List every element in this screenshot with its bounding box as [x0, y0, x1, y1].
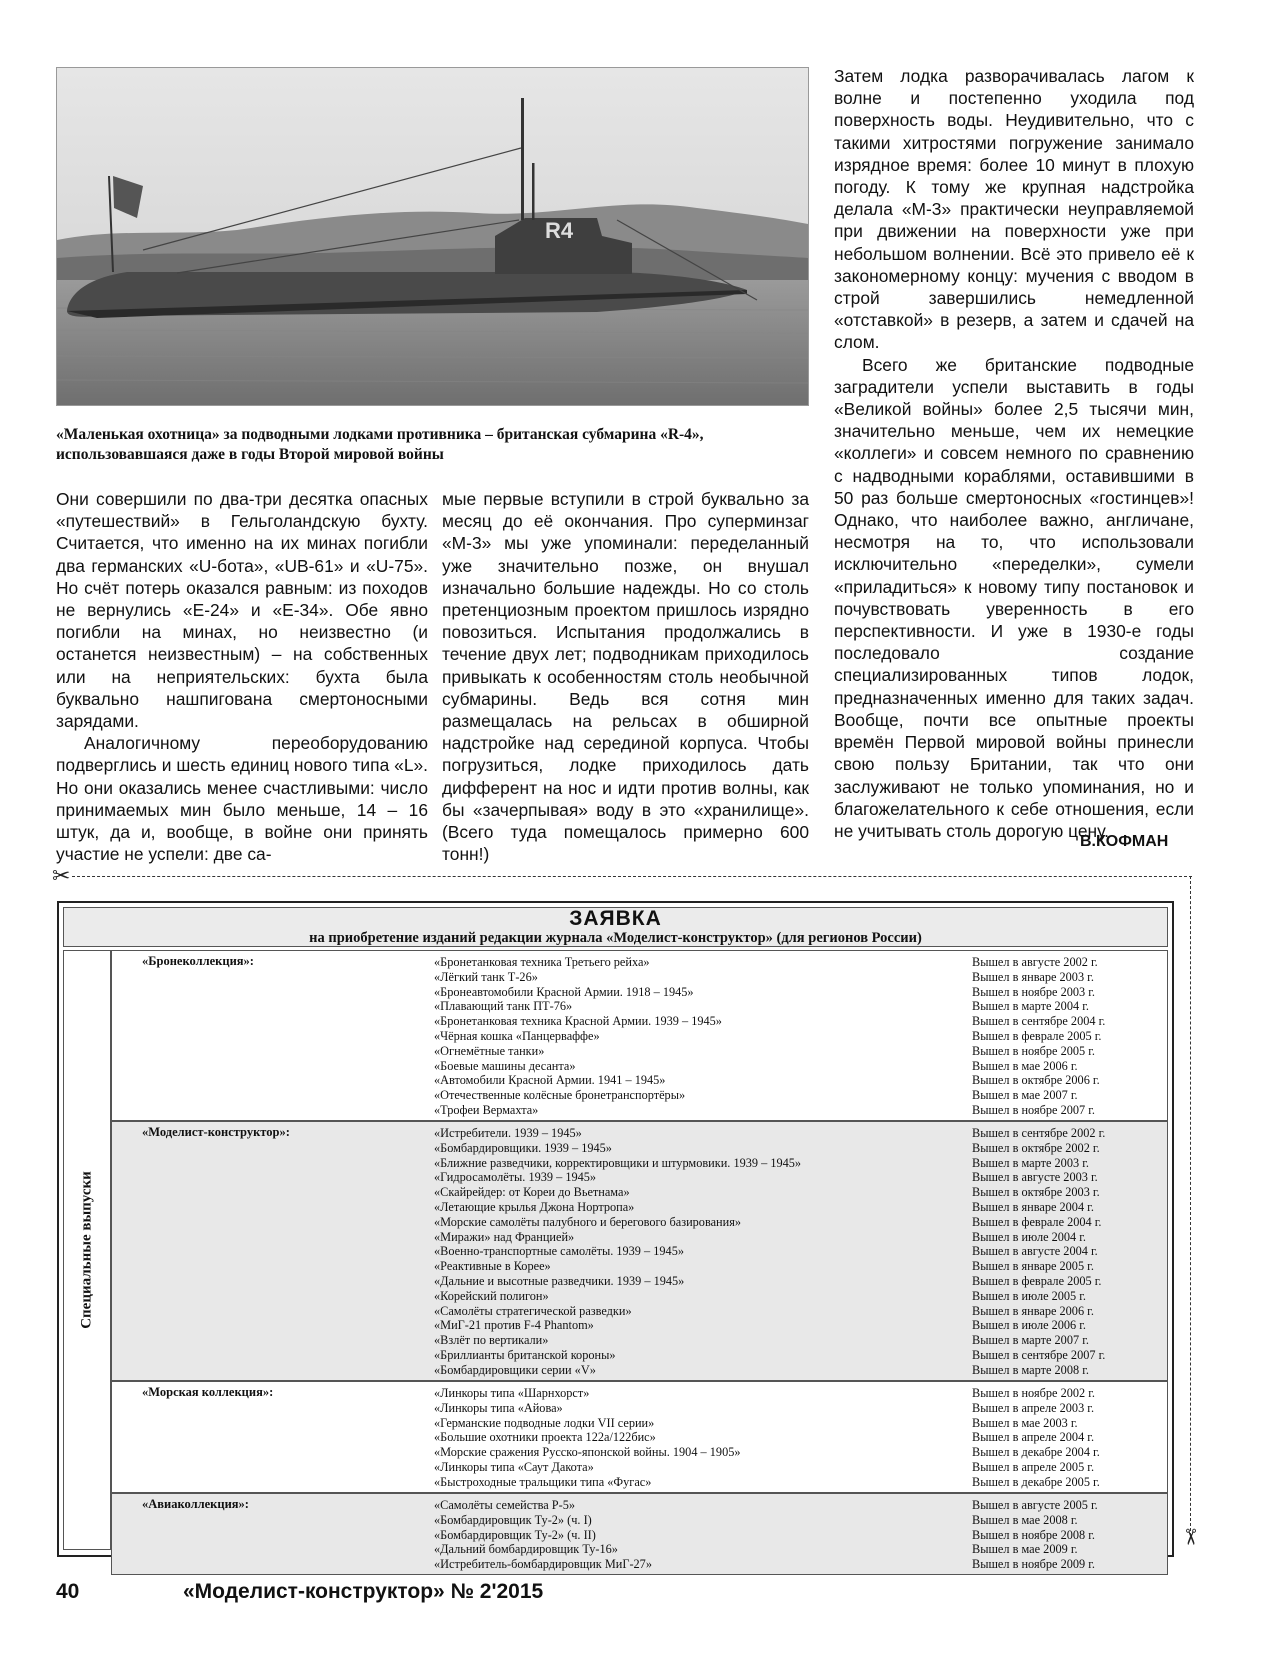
list-item	[112, 1460, 1167, 1475]
publication-date: Вышел в марте 2007 г.	[972, 1333, 1089, 1348]
order-section	[111, 1381, 1168, 1493]
publication-title: «Бомбардировщики. 1939 – 1945»	[434, 1140, 612, 1155]
section-label: «Бронеколлекция»:	[142, 954, 254, 968]
list-item	[112, 1141, 1167, 1156]
publication-title: «Германские подводные лодки VII серии»	[434, 1415, 655, 1430]
list-item	[112, 1014, 1167, 1029]
paragraph: Аналогичному переоборудованию подверглись и шесть единиц нового типа «L». Но они оказались менее счастливыми: число принимаемых мин было меньше, 14 – 16 штук, да и, вообще, в войне они принять участие не успели: две са-	[56, 733, 428, 865]
list-item	[112, 1259, 1167, 1274]
publication-title: «Линкоры типа «Айова»	[434, 1400, 563, 1415]
list-item	[112, 1445, 1167, 1460]
publication-date: Вышел в августе 2003 г.	[972, 1170, 1098, 1185]
publication-date: Вышел в мае 2006 г.	[972, 1058, 1078, 1073]
article-column-2	[442, 488, 809, 865]
publication-date: Вышел в феврале 2005 г.	[972, 1028, 1102, 1043]
publication-date: Вышел в январе 2005 г.	[972, 1259, 1094, 1274]
list-item	[112, 1542, 1167, 1557]
publication-date: Вышел в ноябре 2003 г.	[972, 984, 1095, 999]
publication-date: Вышел в феврале 2004 г.	[972, 1214, 1102, 1229]
list-item	[112, 1073, 1167, 1088]
hull-marking: R4	[545, 218, 574, 243]
publication-date: Вышел в ноябре 2008 г.	[972, 1527, 1095, 1542]
publication-title: «Автомобили Красной Армии. 1941 – 1945»	[434, 1073, 666, 1088]
publication-date: Вышел в январе 2004 г.	[972, 1199, 1094, 1214]
publication-date: Вышел в мае 2007 г.	[972, 1088, 1078, 1103]
publication-title: «Самолёты семейства Р-5»	[434, 1498, 576, 1512]
publication-title: «Лёгкий танк Т-26»	[434, 969, 538, 984]
publication-title: «Бомбардировщики серии «V»	[434, 1362, 596, 1377]
publication-date: Вышел в июле 2005 г.	[972, 1288, 1087, 1303]
publication-date: Вышел в декабре 2004 г.	[972, 1445, 1100, 1460]
publication-date: Вышел в мае 2003 г.	[972, 1415, 1078, 1430]
list-item	[112, 1200, 1167, 1215]
publication-title: «Бронетанковая техника Третьего рейха»	[434, 955, 650, 969]
order-form	[57, 901, 1174, 1572]
paragraph: Затем лодка разворачивалась лагом к волне и постепенно уходила под поверхность воды. Неудивительно, что с такими хитростями погружение занимало изрядное время: более 10 минут в плохую погоду. К тому же крупная надстройка делала «М-3» практически неуправляемой при движении на поверхности уже при небольшом волнении. Всё это привело её к закономерному концу: мучения с вводом в строй завершились немедленной «отставкой» в резерв, а затем и сдачей на слом.	[834, 66, 1194, 353]
list-item	[112, 1289, 1167, 1304]
publication-date: Вышел в апреле 2005 г.	[972, 1459, 1095, 1474]
publication-title: «Большие охотники проекта 122а/122бис»	[434, 1430, 656, 1445]
publication-date: Вышел в мае 2009 г.	[972, 1542, 1078, 1557]
list-item	[112, 1475, 1167, 1490]
list-item	[112, 1029, 1167, 1044]
publication-title: «Дальние и высотные разведчики. 1939 – 1945»	[434, 1273, 685, 1288]
publication-title: «Линкоры типа «Шарнхорст»	[434, 1386, 590, 1400]
paragraph: Они совершили по два-три десятка опасных «путешествий» в Гельголандскую бухту. Считается, что именно на их минах погибли два германских «U-бота», «UB-61» и «U-75». Но счёт потерь оказался равным: из походов не вернулись «Е-24» и «Е-34». Обе явно погибли на минах, но неизвестно (и останется неизвестным) – на собственных или на неприятельских: бухта была буквально нашпигована смертоносными зарядами.	[56, 489, 428, 732]
publication-title: «Реактивные в Корее»	[434, 1259, 551, 1274]
section-rows	[112, 1386, 1167, 1490]
section-rows	[112, 1498, 1167, 1572]
scissors-icon: ✂	[1178, 1527, 1204, 1547]
list-item	[112, 999, 1167, 1014]
publication-title: «Огнемётные танки»	[434, 1043, 545, 1058]
publication-date: Вышел в феврале 2005 г.	[972, 1273, 1102, 1288]
cut-line	[72, 876, 1192, 877]
publication-date: Вышел в марте 2004 г.	[972, 999, 1089, 1014]
section-label: «Авиаколлекция»:	[142, 1497, 249, 1511]
order-form-header	[63, 907, 1168, 947]
publication-title: «Скайрейдер: от Кореи до Вьетнама»	[434, 1185, 630, 1200]
publication-date: Вышел в ноябре 2009 г.	[972, 1557, 1095, 1572]
side-label-cell	[63, 950, 111, 1550]
publication-date: Вышел в октябре 2003 г.	[972, 1185, 1100, 1200]
list-item	[112, 985, 1167, 1000]
list-item	[112, 1333, 1167, 1348]
publication-title: «Плавающий танк ПТ-76»	[434, 999, 573, 1014]
publication-date: Вышел в мае 2008 г.	[972, 1512, 1078, 1527]
publication-date: Вышел в апреле 2004 г.	[972, 1430, 1095, 1445]
publication-date: Вышел в августе 2002 г.	[972, 955, 1098, 969]
publication-date: Вышел в июле 2006 г.	[972, 1318, 1087, 1333]
publication-title: «Линкоры типа «Саут Дакота»	[434, 1459, 594, 1474]
publication-title: «Бомбардировщик Ту-2» (ч. II)	[434, 1527, 596, 1542]
publication-title: «Корейский полигон»	[434, 1288, 549, 1303]
page-number: 40	[56, 1580, 80, 1603]
publication-title: «Летающие крылья Джона Нортропа»	[434, 1199, 635, 1214]
list-item	[112, 1401, 1167, 1416]
publication-title: «Бриллианты британской короны»	[434, 1347, 616, 1362]
section-rows	[112, 1126, 1167, 1378]
publication-date: Вышел в декабре 2005 г.	[972, 1474, 1100, 1489]
list-item	[112, 1348, 1167, 1363]
list-item	[112, 1363, 1167, 1378]
publication-title: «МиГ-21 против F-4 Phantom»	[434, 1318, 594, 1333]
list-item	[112, 1156, 1167, 1171]
list-item	[112, 1044, 1167, 1059]
publication-title: «Дальний бомбардировщик Ту-16»	[434, 1542, 618, 1557]
publication-title: «Истребитель-бомбардировщик МиГ-27»	[434, 1557, 652, 1572]
publication-title: «Боевые машины десанта»	[434, 1058, 576, 1073]
publication-title: «Морские сражения Русско-японской войны. 1904 – 1905»	[434, 1445, 741, 1460]
publication-title: «Взлёт по вертикали»	[434, 1333, 549, 1348]
publication-title: «Миражи» над Францией»	[434, 1229, 575, 1244]
section-label: «Морская коллекция»:	[142, 1385, 274, 1399]
order-form-subtitle: на приобретение изданий редакции журнала «Моделист-конструктор» (для регионов России)	[309, 930, 922, 946]
author-name: В.КОФМАН	[1080, 833, 1169, 850]
publication-title: «Бронеавтомобили Красной Армии. 1918 – 1945»	[434, 984, 694, 999]
list-item	[112, 955, 1167, 970]
publication-title: «Гидросамолёты. 1939 – 1945»	[434, 1170, 597, 1185]
list-item	[112, 1244, 1167, 1259]
list-item	[112, 1528, 1167, 1543]
publication-title: «Бомбардировщик Ту-2» (ч. I)	[434, 1512, 592, 1527]
scissors-icon: ✂	[52, 863, 71, 888]
publication-date: Вышел в сентябре 2004 г.	[972, 1014, 1106, 1029]
list-item	[112, 1416, 1167, 1431]
list-item	[112, 1170, 1167, 1185]
order-form-title: ЗАЯВКА	[569, 907, 662, 930]
publication-title: «Трофеи Вермахта»	[434, 1102, 539, 1117]
publication-date: Вышел в ноябре 2002 г.	[972, 1386, 1095, 1400]
order-section	[111, 950, 1168, 1121]
publication-date: Вышел в марте 2008 г.	[972, 1362, 1089, 1377]
order-section	[111, 1493, 1168, 1575]
side-label: Специальные выпуски	[78, 1171, 95, 1329]
publication-date: Вышел в октябре 2002 г.	[972, 1140, 1100, 1155]
publication-date: Вышел в июле 2004 г.	[972, 1229, 1087, 1244]
publication-date: Вышел в сентябре 2007 г.	[972, 1347, 1106, 1362]
list-item	[112, 1215, 1167, 1230]
list-item	[112, 1304, 1167, 1319]
publication-title: «Чёрная кошка «Панцерваффе»	[434, 1028, 600, 1043]
paragraph: мые первые вступили в строй буквально за месяц до её окончания. Про суперминзаг «М-3» мы уже упоминали: переделанный уже значительно позже, он внушал изначально большие надежды. Но со столь претенциозным проектом пришлось изрядно повозиться. Испытания продолжались в течение двух лет; подводникам приходилось привыкать к особенностям столь необычной субмарины. Ведь вся сотня мин размещалась на рельсах в обширной надстройке над серединой корпуса. Чтобы погрузиться, лодке приходилось дать дифферент на нос и идти против волны, как бы «зачерпывая» воду в это «хранилище». (Всего туда помещалось примерно 600 тонн!)	[442, 489, 809, 865]
list-item	[112, 1557, 1167, 1572]
publication-date: Вышел в ноябре 2005 г.	[972, 1043, 1095, 1058]
list-item	[112, 1513, 1167, 1528]
publication-date: Вышел в августе 2005 г.	[972, 1498, 1098, 1512]
article-column-3	[834, 65, 1194, 842]
publication-date: Вышел в октябре 2006 г.	[972, 1073, 1100, 1088]
list-item	[112, 1274, 1167, 1289]
submarine-photo-image	[57, 68, 808, 405]
paragraph: Всего же британские подводные заградители успели выставить в годы «Великой войны» более 2,5 тысячи мин, значительно меньше, чем их немецкие «коллеги» и совсем немного по сравнению с надводными кораблями, оставившими в 50 раз больше смертоносных «гостинцев»! Однако, что наиболее важно, англичане, несмотря на то, что использовали исключительно «переделки», сумели «приладиться» к новому типу постановок и почувствовать уверенность в его перспективности. И уже в 1930-е годы последовало создание специализированных типов лодок, предназначенных именно для таких задач. Вообще, почти все опытные проекты времён Первой мировой войны принесли свою пользу Британии, так что они заслуживают не только упоминания, но и благожелательного к себе отношения, если не учитывать столь дорогую цену.	[834, 354, 1194, 841]
publication-title: «Отечественные колёсные бронетранспортёры»	[434, 1088, 686, 1103]
list-item	[112, 970, 1167, 985]
submarine-photo	[56, 67, 809, 406]
publication-title: «Истребители. 1939 – 1945»	[434, 1126, 582, 1140]
photo-caption: «Маленькая охотница» за подводными лодками противника – британская субмарина «R-4», использовавшаяся даже в годы Второй мировой войны	[56, 426, 704, 463]
list-item	[112, 1318, 1167, 1333]
publication-title: «Бронетанковая техника Красной Армии. 1939 – 1945»	[434, 1014, 722, 1029]
list-item	[112, 1498, 1167, 1513]
section-rows	[112, 955, 1167, 1118]
publication-date: Вышел в апреле 2003 г.	[972, 1400, 1095, 1415]
list-item	[112, 1126, 1167, 1141]
list-item	[112, 1103, 1167, 1118]
publication-title: «Военно-транспортные самолёты. 1939 – 1945»	[434, 1244, 684, 1259]
publication-date: Вышел в марте 2003 г.	[972, 1155, 1089, 1170]
publication-title: «Морские самолёты палубного и берегового базирования»	[434, 1214, 742, 1229]
section-label: «Моделист-конструктор»:	[142, 1125, 290, 1139]
publication-title: «Ближние разведчики, корректировщики и штурмовики. 1939 – 1945»	[434, 1155, 802, 1170]
magazine-title: «Моделист-конструктор» № 2'2015	[183, 1580, 544, 1603]
publication-date: Вышел в августе 2004 г.	[972, 1244, 1098, 1259]
cut-line-vertical	[1190, 876, 1191, 1536]
list-item	[112, 1185, 1167, 1200]
publication-date: Вышел в январе 2006 г.	[972, 1303, 1094, 1318]
publication-date: Вышел в сентябре 2002 г.	[972, 1126, 1106, 1140]
list-item	[112, 1230, 1167, 1245]
list-item	[112, 1386, 1167, 1401]
list-item	[112, 1430, 1167, 1445]
publication-title: «Самолёты стратегической разведки»	[434, 1303, 632, 1318]
order-section	[111, 1121, 1168, 1381]
article-column-1	[56, 488, 428, 865]
publication-title: «Быстроходные тральщики типа «Фугас»	[434, 1474, 652, 1489]
list-item	[112, 1088, 1167, 1103]
publication-date: Вышел в январе 2003 г.	[972, 969, 1094, 984]
list-item	[112, 1059, 1167, 1074]
publication-date: Вышел в ноябре 2007 г.	[972, 1102, 1095, 1117]
